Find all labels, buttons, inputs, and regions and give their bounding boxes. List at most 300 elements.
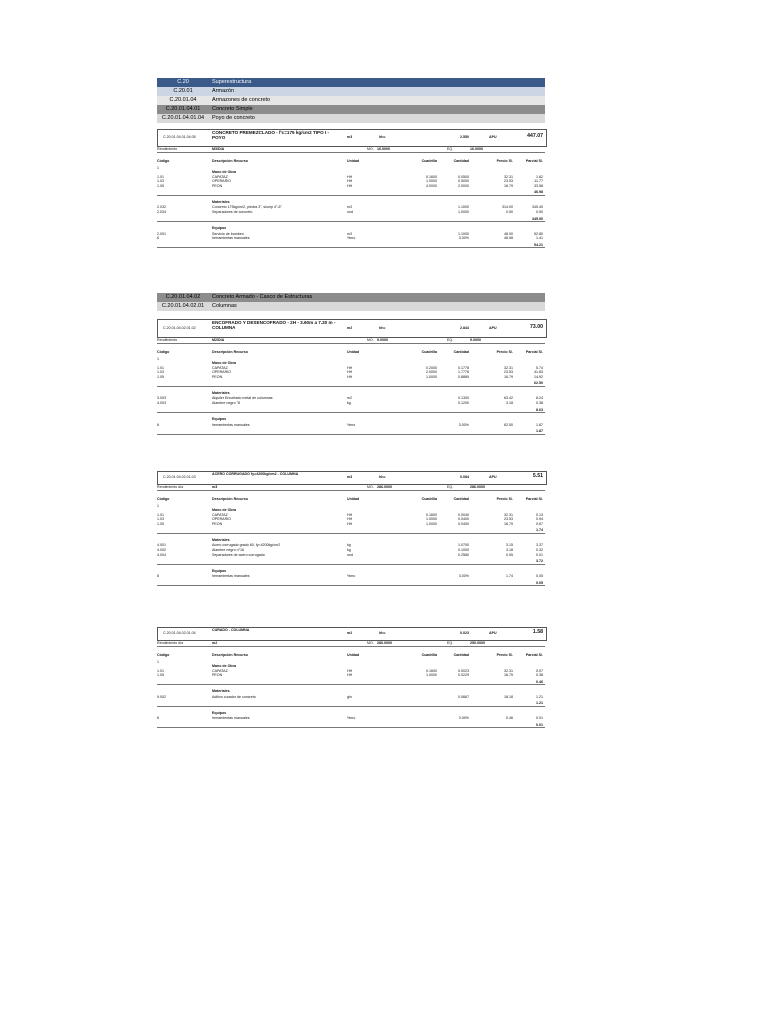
group-name: Equipos — [212, 568, 227, 573]
group-code: 1 — [157, 504, 159, 508]
divider — [157, 152, 545, 153]
section-name: Concreto Simple — [212, 106, 253, 112]
row-code: 4.003 — [157, 400, 166, 405]
row-precio: 1.74 — [506, 574, 513, 579]
group-subtotal: 3.72 — [536, 559, 543, 564]
row-precio: 3.15 — [506, 543, 513, 548]
row-cuadrilla: 0.1600 — [426, 668, 437, 673]
apu-block — [157, 319, 545, 464]
row-description: CAPATAZ — [212, 512, 228, 517]
column-header-unidad: Unidad — [347, 653, 360, 657]
row-cuadrilla: 0.2000 — [426, 365, 437, 370]
row-cuadrilla: 1.0000 — [426, 179, 437, 184]
row-parcial: 8.24 — [536, 396, 543, 401]
rendimiento-label: Rendimiento día — [157, 641, 184, 645]
row-parcial: 1.62 — [536, 174, 543, 179]
row-code: 9.002 — [157, 694, 166, 699]
group-name: Equipos — [212, 710, 227, 715]
row-code: 1.01 — [157, 512, 164, 517]
row-cantidad: 0.1300 — [458, 396, 469, 401]
column-header-unidad: Unidad — [347, 159, 360, 163]
column-header-descripcion: Descripción Recurso — [212, 350, 248, 354]
divider — [157, 221, 545, 222]
row-cantidad: 1.0700 — [458, 543, 469, 548]
table-row — [157, 184, 545, 188]
row-description: Servicio de bombeo — [212, 231, 244, 236]
row-code: 1.05 — [157, 183, 164, 188]
table-row — [157, 236, 545, 240]
divider — [157, 646, 545, 647]
row-unit: gln — [347, 694, 352, 699]
column-header-parcial: Parcial S/. — [525, 497, 543, 501]
section-header-row — [157, 293, 545, 302]
hh-label: hh= — [379, 135, 386, 139]
column-header-unidad: Unidad — [347, 350, 360, 354]
row-precio: 0.46 — [506, 716, 513, 721]
row-unit: HH — [347, 183, 353, 188]
row-cantidad: 0.0400 — [458, 517, 469, 522]
table-row — [157, 522, 545, 526]
row-cantidad: 1.1000 — [458, 205, 469, 210]
row-precio: 16.79 — [504, 183, 513, 188]
row-code: 1.03 — [157, 370, 164, 375]
row-description: CAPATAZ — [212, 174, 228, 179]
row-unit: %mo — [347, 236, 356, 241]
row-description: Aditivo curador de concreto — [212, 694, 256, 699]
section-header — [157, 78, 545, 123]
apu-label: APU — [489, 475, 497, 479]
mo-value: 286.0000 — [377, 485, 392, 489]
row-cantidad: 3.00% — [458, 236, 469, 241]
row-unit: m3 — [347, 231, 352, 236]
column-header-cuadrilla: Cuadrilla — [421, 497, 437, 501]
row-cantidad: 0.0500 — [458, 174, 469, 179]
divider — [157, 684, 545, 685]
group-subtotal: 1.87 — [536, 429, 543, 434]
hh-label: hh= — [379, 325, 386, 330]
divider — [157, 585, 545, 586]
table-row — [157, 673, 545, 677]
row-unit: m2 — [347, 396, 352, 401]
column-header-descripcion: Descripción Recurso — [212, 653, 248, 657]
column-header-codigo: Código — [157, 497, 170, 501]
divider — [157, 343, 545, 344]
column-header-unidad: Unidad — [347, 497, 360, 501]
divider — [157, 386, 545, 387]
apu-label: APU — [489, 325, 497, 330]
row-description: PEON — [212, 673, 223, 678]
row-precio: 0.50 — [506, 209, 513, 214]
group-subtotal: 0.46 — [536, 679, 543, 684]
row-code: 1.05 — [157, 374, 164, 379]
row-code: 2.034 — [157, 209, 166, 214]
row-code: 2.001 — [157, 231, 166, 236]
divider — [157, 533, 545, 534]
row-cantidad: 3.00% — [458, 716, 469, 721]
mo-label: MO. — [367, 147, 374, 151]
row-parcial: 5.74 — [536, 365, 543, 370]
row-code: 1.01 — [157, 668, 164, 673]
row-unit: kg — [347, 543, 351, 548]
divider — [157, 706, 545, 707]
row-unit: HH — [347, 374, 353, 379]
row-description: herramientas manuales — [212, 574, 250, 579]
row-parcial: 0.38 — [536, 673, 543, 678]
row-parcial: 0.05 — [536, 574, 543, 579]
row-parcial: 1.41 — [536, 236, 543, 241]
row-code: 4.001 — [157, 543, 166, 548]
divider — [157, 490, 545, 491]
row-cantidad: 0.0667 — [458, 694, 469, 699]
hh-label: hh= — [379, 631, 386, 635]
apu-total: 1.58 — [532, 629, 543, 635]
row-unit: %mo — [347, 716, 356, 721]
row-code: 3.003 — [157, 396, 166, 401]
row-parcial: 0.01 — [536, 716, 543, 721]
table-row — [157, 210, 545, 214]
row-cantidad: 0.1200 — [458, 400, 469, 405]
row-precio: 48.00 — [504, 231, 513, 236]
row-cantidad: 0.0023 — [458, 668, 469, 673]
row-cantidad: 1.1000 — [458, 231, 469, 236]
table-row — [157, 423, 545, 427]
divider — [157, 247, 545, 248]
eq-value: 9.0000 — [470, 338, 481, 342]
row-code: 4.002 — [157, 547, 166, 552]
row-cantidad: 0.1778 — [458, 365, 469, 370]
group-subtotal: 8.63 — [536, 407, 543, 412]
apu-label: APU — [489, 631, 497, 635]
section-header-row — [157, 105, 545, 114]
hh-value: 0.023 — [460, 631, 469, 635]
row-unit: HH — [347, 673, 353, 678]
row-unit: HH — [347, 370, 353, 375]
row-unit: HH — [347, 179, 353, 184]
row-code: 1.05 — [157, 521, 164, 526]
apu-unit: m2 — [347, 631, 353, 635]
row-parcial: 0.67 — [536, 521, 543, 526]
section-header-row — [157, 302, 545, 311]
row-precio: 18.18 — [504, 694, 513, 699]
mo-label: MO. — [367, 485, 374, 489]
section-header-row — [157, 78, 545, 87]
column-header-codigo: Código — [157, 350, 170, 354]
apu-code: C.20.01.04.02.01.02 — [163, 325, 196, 330]
mo-label: MO. — [367, 641, 374, 645]
apu-title: CONCRETO PREMEZCLADO - f'c=175 kg/cm2 TIPO I - POYO — [212, 130, 330, 141]
mo-value: 16.0000 — [377, 147, 390, 151]
row-description: PEON — [212, 521, 223, 526]
eq-label: EQ. — [447, 641, 454, 645]
section-name: Armazones de concreto — [212, 97, 271, 103]
column-header-precio: Precio S/. — [496, 653, 513, 657]
row-cantidad: 3.00% — [458, 422, 469, 427]
row-code: 1.01 — [157, 174, 164, 179]
row-parcial: 1.21 — [536, 694, 543, 699]
group-subtotal: 46.98 — [534, 190, 543, 195]
row-unit: und — [347, 552, 353, 557]
row-description: PEON — [212, 374, 223, 379]
column-header-descripcion: Descripción Recurso — [212, 497, 248, 501]
group-name: Mano de Obra — [212, 170, 236, 174]
row-cantidad: 0.0040 — [458, 512, 469, 517]
row-precio: 62.50 — [504, 422, 513, 427]
column-header-descripcion: Descripción Recurso — [212, 159, 248, 163]
column-header-cantidad: Cantidad — [453, 653, 469, 657]
row-parcial: 0.07 — [536, 668, 543, 673]
apu-block — [157, 471, 545, 618]
row-description: CAPATAZ — [212, 668, 228, 673]
hh-value: 2.550 — [460, 135, 469, 139]
section-header-row — [157, 96, 545, 105]
row-unit: HH — [347, 365, 353, 370]
table-row — [157, 716, 545, 720]
row-description: Acero corrugado grado 60, fy=4200kg/cm2 — [212, 543, 281, 548]
row-cantidad: 3.00% — [458, 574, 469, 579]
apu-total: 73.00 — [530, 323, 543, 330]
section-name: Columnas — [212, 303, 237, 309]
row-unit: HH — [347, 174, 353, 179]
section-code: C.20.01.04.02.01 — [161, 303, 205, 309]
column-header-cantidad: Cantidad — [453, 497, 469, 501]
row-precio: 0.05 — [506, 552, 513, 557]
rendimiento-label: Rendimiento — [157, 338, 178, 342]
apu-unit: m2 — [347, 325, 353, 330]
row-cuadrilla: 4.0000 — [426, 183, 437, 188]
apu-title: CURADO - COLUMNA — [212, 628, 250, 632]
column-header-codigo: Código — [157, 159, 170, 163]
group-subtotal: 1.21 — [536, 701, 543, 706]
eq-label: EQ. — [447, 147, 454, 151]
row-code: 6 — [157, 236, 159, 241]
apu-unit: m3 — [347, 135, 353, 139]
row-cuadrilla: 1.0000 — [426, 374, 437, 379]
divider — [157, 434, 545, 435]
row-precio: 3.18 — [506, 547, 513, 552]
row-unit: m3 — [347, 205, 352, 210]
column-header-codigo: Código — [157, 653, 170, 657]
row-cantidad: 0.1000 — [458, 547, 469, 552]
eq-value: 250.0000 — [470, 641, 485, 645]
section-code: C.20.01.04 — [169, 97, 197, 103]
section-header-row — [157, 114, 545, 123]
row-precio: 23.53 — [504, 370, 513, 375]
group-subtotal: 62.50 — [534, 381, 543, 386]
row-description: herramientas manuales — [212, 236, 250, 241]
row-code: 6 — [157, 716, 159, 721]
group-name: Materiales — [212, 689, 230, 694]
row-precio: 314.00 — [502, 205, 513, 210]
apu-block — [157, 627, 545, 745]
row-parcial: 14.92 — [534, 374, 543, 379]
table-row — [157, 375, 545, 379]
group-subtotal: 1.74 — [536, 528, 543, 533]
group-code: 1 — [157, 660, 159, 664]
apu-unit: m3 — [347, 475, 353, 479]
row-description: herramientas manuales — [212, 422, 250, 427]
group-name: Materiales — [212, 537, 230, 542]
row-parcial: 0.32 — [536, 547, 543, 552]
row-cuadrilla: 0.1600 — [426, 512, 437, 517]
row-unit: HH — [347, 512, 353, 517]
apu-title: ENCOFRADO Y DESENCOFRADO - 2H - 3.60m a 7.20 m - COLUMNA — [212, 320, 336, 331]
group-name: Mano de Obra — [212, 664, 236, 668]
row-parcial: 345.40 — [532, 205, 543, 210]
rendimiento-unit: m3 — [212, 485, 218, 489]
apu-code: C.20.01.04.02.01.03 — [163, 475, 196, 479]
row-precio: 32.31 — [504, 365, 513, 370]
row-cantidad: 0.0400 — [458, 521, 469, 526]
column-header-cuadrilla: Cuadrilla — [421, 653, 437, 657]
row-parcial: 3.37 — [536, 543, 543, 548]
group-name: Mano de Obra — [212, 361, 236, 365]
section-code: C.20.01.04.01.04 — [161, 115, 205, 121]
row-parcial: 1.87 — [536, 422, 543, 427]
row-description: CAPATAZ — [212, 365, 228, 370]
group-subtotal: 0.01 — [536, 722, 543, 727]
apu-title: ACERO CORRUGADO fy=4200kg/cm2 - COLUMNA — [212, 472, 299, 476]
apu-total: 5.51 — [532, 473, 543, 479]
hh-value: 2.844 — [460, 325, 469, 330]
table-row — [157, 695, 545, 699]
row-code: 4.004 — [157, 552, 166, 557]
row-description: OPERARIO — [212, 370, 231, 375]
row-code: 2.032 — [157, 205, 166, 210]
row-unit: HH — [347, 517, 353, 522]
row-code: 1.03 — [157, 517, 164, 522]
row-cuadrilla: 2.0000 — [426, 370, 437, 375]
row-unit: kg — [347, 400, 351, 405]
column-header-parcial: Parcial S/. — [525, 653, 543, 657]
row-parcial: 41.83 — [534, 370, 543, 375]
eq-value: 286.0000 — [470, 485, 485, 489]
section-name: Concreto Armado - Casco de Estructuras — [212, 294, 313, 300]
row-unit: %mo — [347, 422, 356, 427]
divider — [157, 412, 545, 413]
row-cantidad: 0.5000 — [458, 179, 469, 184]
row-precio: 46.98 — [504, 236, 513, 241]
row-code: 6 — [157, 422, 159, 427]
table-row — [157, 401, 545, 405]
row-precio: 63.42 — [504, 396, 513, 401]
row-precio: 16.79 — [504, 673, 513, 678]
row-description: Alquiler Encofrado metal de columnas — [212, 396, 273, 401]
row-precio: 23.53 — [504, 179, 513, 184]
row-code: 1.03 — [157, 179, 164, 184]
section-name: Armazón — [212, 88, 235, 94]
row-code: 6 — [157, 574, 159, 579]
row-unit: kg — [347, 547, 351, 552]
section-name: Poyo de concreto — [212, 115, 255, 121]
column-header-cantidad: Cantidad — [453, 159, 469, 163]
apu-label: APU — [489, 135, 497, 139]
row-cantidad: 0.0229 — [458, 673, 469, 678]
row-unit: HH — [347, 668, 353, 673]
divider — [157, 564, 545, 565]
row-description: Concreto 175kg/cm2, piedra 3", slump 4"-6" — [212, 205, 282, 210]
row-description: Separadores de acero corrugado — [212, 552, 265, 557]
group-name: Materiales — [212, 199, 230, 204]
row-description: OPERARIO — [212, 179, 231, 184]
rendimiento-label: Rendimiento — [157, 147, 178, 151]
rendimiento-unit: m2 — [212, 641, 218, 645]
row-description: OPERARIO — [212, 517, 231, 522]
group-name: Mano de Obra — [212, 508, 236, 512]
row-cuadrilla: 0.1600 — [426, 174, 437, 179]
eq-value: 16.0000 — [470, 147, 483, 151]
group-subtotal: 0.05 — [536, 580, 543, 585]
row-unit: und — [347, 209, 353, 214]
section-code: C.20.01 — [173, 88, 193, 94]
mo-value: 9.0000 — [377, 338, 388, 342]
section-name: Superestructura — [212, 79, 252, 85]
rendimiento-label: Rendimiento día — [157, 485, 184, 489]
table-row — [157, 574, 545, 578]
apu-total: 447.07 — [527, 133, 543, 139]
row-precio: 32.31 — [504, 668, 513, 673]
rendimiento-unit: M3/DIA — [212, 147, 225, 151]
group-name: Materiales — [212, 390, 230, 395]
apu-code: C.20.01.04.02.01.04 — [163, 631, 196, 635]
row-code: 1.05 — [157, 673, 164, 678]
row-cuadrilla: 1.0000 — [426, 521, 437, 526]
column-header-precio: Precio S/. — [496, 350, 513, 354]
row-parcial: 11.77 — [534, 179, 543, 184]
divider — [157, 195, 545, 196]
row-parcial: 0.01 — [536, 552, 543, 557]
row-description: Alambre negro °8 — [212, 400, 241, 405]
row-unit: %mo — [347, 574, 356, 579]
column-header-cantidad: Cantidad — [453, 350, 469, 354]
row-description: Alambre negro n°16 — [212, 547, 245, 552]
column-header-cuadrilla: Cuadrilla — [421, 350, 437, 354]
row-precio: 16.79 — [504, 521, 513, 526]
column-header-cuadrilla: Cuadrilla — [421, 159, 437, 163]
row-cantidad: 0.8889 — [458, 374, 469, 379]
column-header-precio: Precio S/. — [496, 159, 513, 163]
table-row — [157, 553, 545, 557]
row-precio: 16.79 — [504, 374, 513, 379]
row-parcial: 0.13 — [536, 512, 543, 517]
row-cuadrilla: 1.0000 — [426, 673, 437, 678]
group-code: 1 — [157, 357, 159, 361]
section-code: C.20.01.04.01 — [165, 106, 201, 112]
row-parcial: 0.50 — [536, 209, 543, 214]
row-parcial: 52.80 — [534, 231, 543, 236]
row-cantidad: 1.7778 — [458, 370, 469, 375]
section-code: C.20.01.04.02 — [165, 294, 201, 300]
section-code: C.20 — [177, 79, 189, 85]
row-cantidad: 1.0000 — [458, 209, 469, 214]
group-subtotal: 345.90 — [532, 216, 543, 221]
row-description: Separadores de concreto — [212, 209, 253, 214]
row-description: herramientas manuales — [212, 716, 250, 721]
row-parcial: 0.94 — [536, 517, 543, 522]
row-parcial: 0.38 — [536, 400, 543, 405]
group-name: Equipos — [212, 226, 227, 230]
column-header-precio: Precio S/. — [496, 497, 513, 501]
column-header-parcial: Parcial S/. — [525, 350, 543, 354]
apu-block — [157, 129, 545, 284]
row-cantidad: 2.0000 — [458, 183, 469, 188]
mo-label: MO. — [367, 338, 374, 342]
mo-value: 280.0000 — [377, 641, 392, 645]
eq-label: EQ. — [447, 485, 454, 489]
hh-label: hh= — [379, 475, 386, 479]
divider — [157, 727, 545, 728]
row-unit: HH — [347, 521, 353, 526]
section-header — [157, 293, 545, 311]
